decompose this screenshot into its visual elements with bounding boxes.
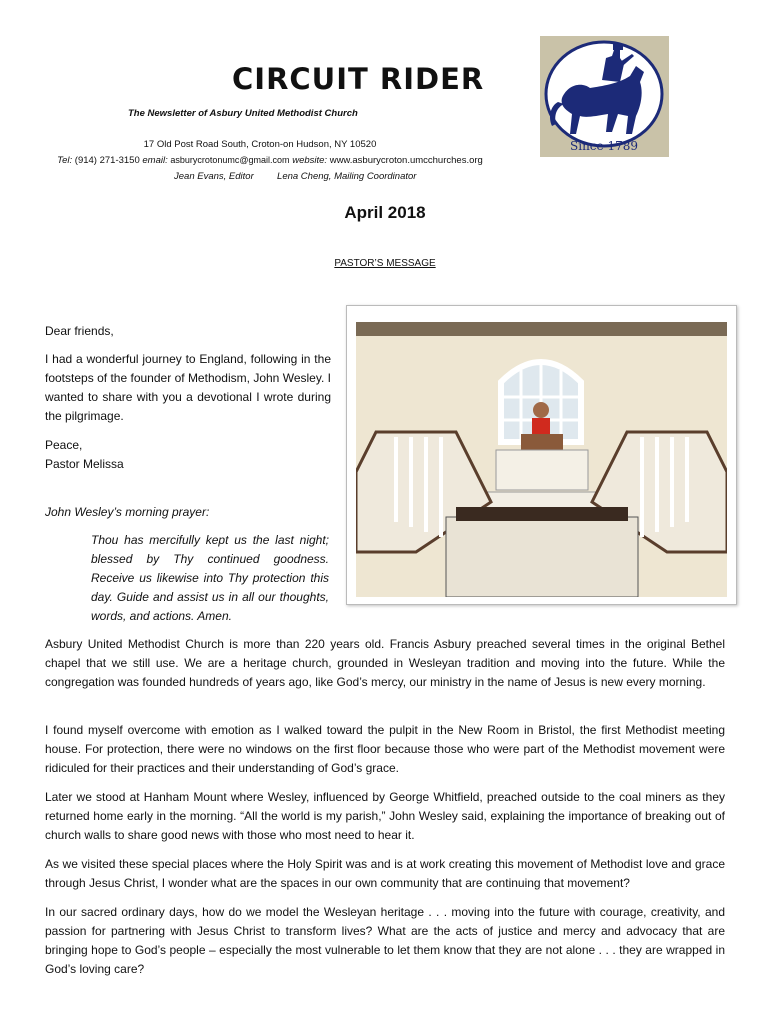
mailing-credit: Lena Cheng, Mailing Coordinator bbox=[277, 171, 417, 182]
tel-number: (914) 271-3150 bbox=[74, 155, 140, 166]
church-address: 17 Old Post Road South, Croton-on Hudson, NY 10520 bbox=[143, 139, 377, 150]
pulpit-photo bbox=[346, 305, 737, 605]
editor-credit: Jean Evans, Editor bbox=[174, 171, 254, 182]
tel-label: Tel: bbox=[57, 155, 73, 166]
body-paragraph-2: I found myself overcome with emotion as I walked toward the pulpit in the New Room in Bristol, the first Methodist meeting house. For protection, there were no windows on the first floor because those who were part of the Methodist movement were ridiculed for their practices and their understanding of God’s grace. bbox=[45, 723, 725, 775]
email-link[interactable]: asburycrotonumc@gmail.com bbox=[170, 155, 290, 165]
section-heading: PASTOR’S MESSAGE bbox=[334, 258, 436, 269]
newsletter-title: CIRCUIT RIDER bbox=[232, 62, 485, 96]
letter-greeting bbox=[45, 322, 331, 341]
email-label: email: bbox=[142, 155, 168, 166]
issue-date: April 2018 bbox=[344, 203, 426, 222]
intro-text: I had a wonderful journey to England, following in the footsteps of the founder of Methodism, John Wesley. I wanted to share with you a devotional I wrote during the pilgrimage. bbox=[45, 352, 331, 423]
closing-text: Peace, bbox=[45, 438, 83, 452]
website-link[interactable]: www.asburycroton.umcchurches.org bbox=[329, 155, 483, 166]
letter-intro bbox=[45, 350, 331, 426]
church-logo bbox=[540, 36, 669, 157]
greeting-text: Dear friends, bbox=[45, 324, 114, 338]
staff-line bbox=[174, 171, 416, 182]
body-paragraph-3: Later we stood at Hanham Mount where Wesley, influenced by George Whitfield, preached outside to the coal miners as they returned home early in the morning. “All the world is my parish,” John Wesley said, explaining the importance of breaking out of church walls to share good news with those who most need to hear it. bbox=[45, 790, 725, 842]
body-paragraph-4: As we visited these special places where the Holy Spirit was and is at work creating this movement of Methodist love and grace through Jesus Christ, I wonder what are the spaces in our own community that are continuing that movement? bbox=[45, 857, 725, 890]
body-paragraph-1: Asbury United Methodist Church is more than 220 years old. Francis Asbury preached several times in the original Bethel chapel that we still use. We are a heritage church, grounded in Wesleyan tradition and moving into the future. While the congregation was founded hundreds of years ago, like God’s mercy, our ministry in the name of Jesus is new every morning. bbox=[45, 637, 725, 689]
newsletter-subtitle: The Newsletter of Asbury United Methodist Church bbox=[128, 108, 358, 119]
letter-signoff bbox=[45, 436, 331, 474]
signature-text: Pastor Melissa bbox=[45, 457, 124, 471]
prayer-text: Thou has mercifully kept us the last night; blessed by Thy continued goodness. Receive us likewise into Thy protection this day. Guide and assist us in all our thoughts, words, and actions. Amen. bbox=[91, 533, 329, 623]
prayer-title: John Wesley’s morning prayer: bbox=[45, 505, 210, 519]
website-label: website: bbox=[292, 155, 328, 166]
logo-text: Since 1789 bbox=[570, 139, 638, 153]
contact-line bbox=[0, 155, 540, 166]
body-paragraph-5: In our sacred ordinary days, how do we model the Wesleyan heritage . . . moving into the future with courage, creativity, and passion for partnering with Jesus Christ to transform lives? What are the acts of justice and mercy and advocacy that are bringing hope to God’s people – especially the most vulnerable to let them know that they are not alone . . . they are wrapped in God’s loving care? bbox=[45, 905, 725, 976]
